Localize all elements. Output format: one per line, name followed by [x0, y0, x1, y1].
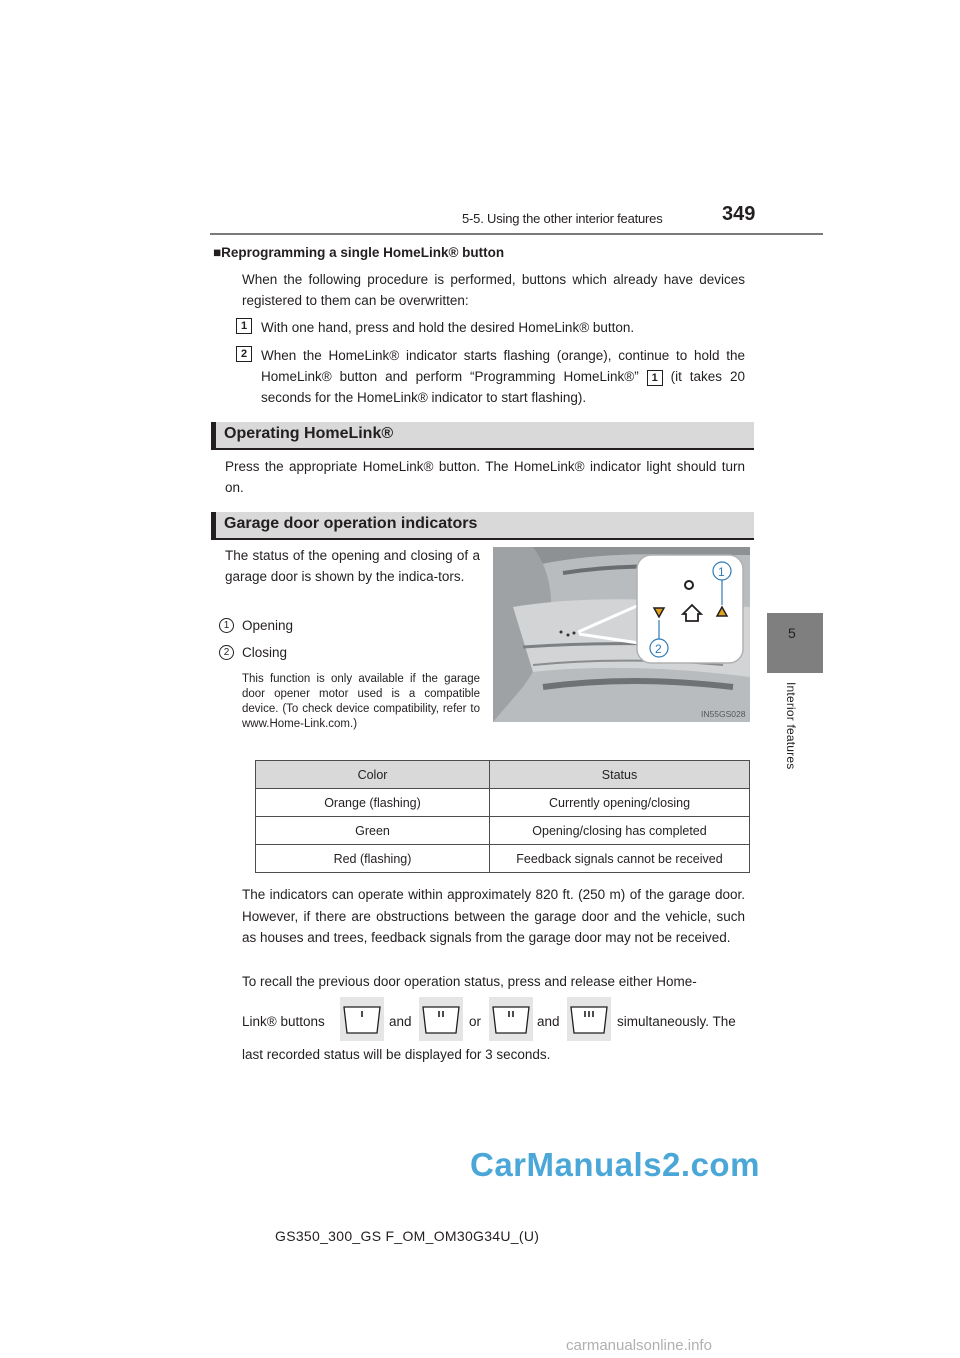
garage-intro: The status of the opening and closing of a garage door is shown by the indica-tors.	[225, 548, 480, 584]
step-1-text: With one hand, press and hold the desired HomeLink® button.	[261, 320, 635, 335]
table-row	[256, 789, 750, 817]
step-1-badge: 1	[236, 318, 252, 334]
operating-rule	[211, 448, 754, 450]
garage-section-bar	[211, 512, 754, 538]
operating-section-bar	[211, 422, 754, 448]
garage-title: Garage door operation indicators	[224, 515, 478, 532]
watermark-bottom: carmanualsonline.info	[566, 1337, 712, 1354]
reprogram-heading: ■Reprogramming a single HomeLink® button	[213, 245, 505, 260]
recall-or: or	[469, 1014, 482, 1029]
step-2-text	[261, 345, 745, 408]
table-row	[256, 845, 750, 873]
status-header: Status	[490, 761, 750, 789]
homelink-button-1-icon	[340, 997, 384, 1041]
garage-rule	[211, 538, 754, 540]
color-header: Color	[256, 761, 490, 789]
section-title: 5-5. Using the other interior features	[462, 211, 663, 226]
homelink-button-3-icon	[567, 997, 611, 1041]
chapter-title: Interior features	[784, 682, 798, 770]
table-cell: Opening/closing has completed	[490, 817, 750, 845]
operating-title: Operating HomeLink®	[224, 425, 394, 442]
step-ref-badge: 1	[647, 370, 663, 386]
homelink-button-2b-icon	[489, 997, 533, 1041]
image-code: IN55GS028	[701, 709, 746, 719]
callout-1: 1	[718, 565, 725, 579]
item-1-text: Opening	[242, 618, 294, 633]
recall-and-1: and	[389, 1014, 412, 1029]
recall-and-2: and	[537, 1014, 560, 1029]
watermark-logo: CarManuals2.com	[470, 1146, 760, 1183]
recall-line-3: last recorded status will be displayed for 3 seconds.	[242, 1047, 551, 1062]
step-2-text-b: (it takes 20 seconds for the HomeLink® indicator to start flashing).	[261, 369, 745, 405]
chapter-number: 5	[788, 625, 796, 641]
recall-line-1: To recall the previous door operation status, press and release either Home-	[242, 974, 697, 989]
callout-2: 2	[655, 642, 662, 656]
table-cell: Orange (flashing)	[256, 789, 490, 817]
step-2-text-a: When the HomeLink® indicator starts flashing (orange), continue to hold the HomeLink® button and perform “Programming HomeLink®”	[261, 348, 745, 384]
chapter-tab	[767, 613, 823, 673]
recall-part-a: Link® buttons	[242, 1014, 325, 1029]
item-1-badge: 1	[219, 618, 234, 633]
item-2-text: Closing	[242, 645, 288, 660]
table-cell: Currently opening/closing	[490, 789, 750, 817]
homelink-button-2-icon	[419, 997, 463, 1041]
step-2-badge: 2	[236, 346, 252, 362]
table-cell: Feedback signals cannot be received	[490, 845, 750, 873]
table-row	[256, 817, 750, 845]
mirror-illustration	[493, 547, 750, 722]
reprogram-intro: When the following procedure is performed, buttons which already have devices registered to them can be overwritten:	[242, 272, 745, 308]
compat-note: This function is only available if the garage door opener motor used is a compatible device. (To check device compatibility, refer to www.Home-Link.com.)	[242, 673, 480, 730]
indicator-table	[255, 760, 750, 873]
recall-part-b: simultaneously. The	[617, 1014, 736, 1029]
header-divider	[210, 233, 823, 235]
range-note: The indicators can operate within approximately 820 ft. (250 m) of the garage door. However, if there are obstructions between the garage door and the vehicle, such as houses and trees, feedback signals from the garage door may not be received.	[242, 887, 745, 945]
footer-model: GS350_300_GS F_OM_OM30G34U_(U)	[275, 1228, 540, 1244]
table-cell: Green	[256, 817, 490, 845]
table-cell: Red (flashing)	[256, 845, 490, 873]
page-number: 349	[722, 203, 756, 225]
item-2-badge: 2	[219, 645, 234, 660]
operating-text: Press the appropriate HomeLink® button. The HomeLink® indicator light should turn on.	[225, 459, 745, 495]
table-header-row	[256, 761, 750, 789]
